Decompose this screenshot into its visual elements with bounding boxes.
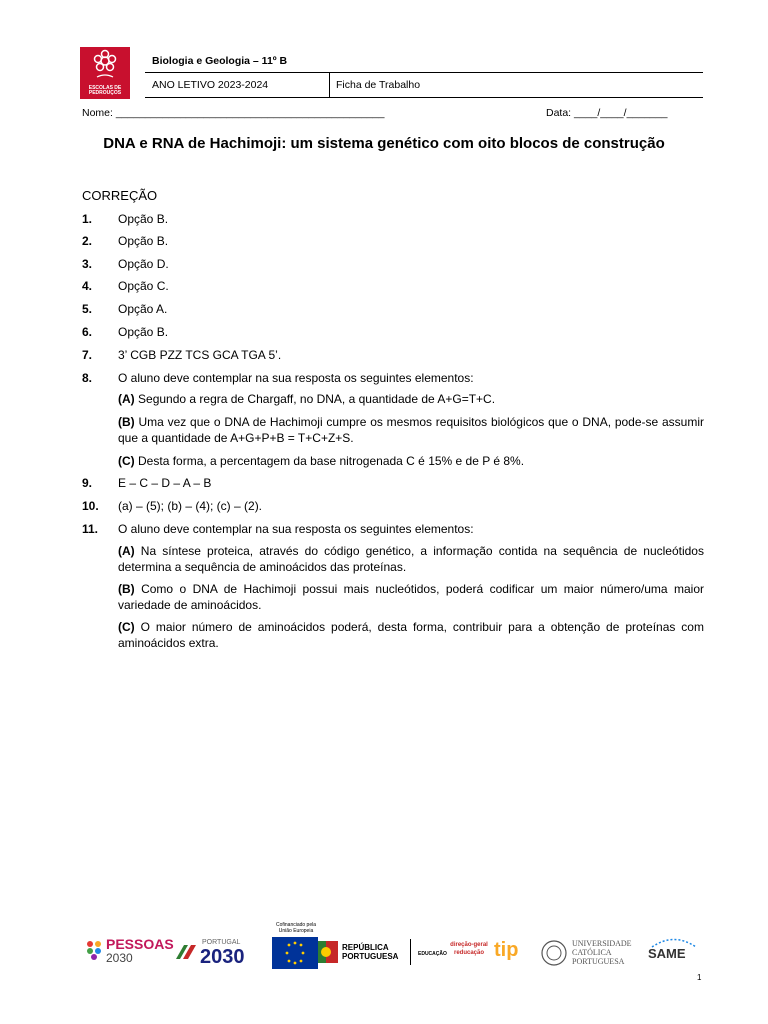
criterion-label: (C) [118,454,135,468]
answer-text: Opção C. [118,279,169,293]
republica-label: REPÚBLICA PORTUGUESA [342,943,399,961]
name-field[interactable]: Nome: ______________________________________________ [82,107,385,119]
answer-text: E – C – D – A – B [118,476,212,490]
logo-text: ESCOLAS DE PEDROUÇOS [88,85,122,96]
date-field[interactable]: Data: ____/____/_______ [546,107,668,119]
republica-emblem-icon [318,941,338,963]
criterion-item [118,619,704,651]
header-divider-top [145,72,703,73]
school-logo [80,47,130,99]
answer-text: O aluno deve contemplar na sua resposta os seguintes elementos: [118,371,474,385]
portugal-label: PORTUGAL [202,939,241,946]
criterion-label: (B) [118,415,135,429]
answer-number: 9. [82,476,93,490]
answer-text: Opção D. [118,257,169,271]
same-logo: SAME [648,946,686,961]
pessoas-label: PESSOAS [106,936,174,952]
dger-label: direção-geral reducação [450,942,488,956]
criterion-label: (C) [118,620,135,634]
pessoas-logo-icon [84,939,104,961]
criterion-label: (A) [118,392,135,406]
answer-number: 4. [82,279,93,293]
page-number: 1 [697,973,702,982]
criterion-text: Segundo a regra de Chargaff, no DNA, a quantidade de A+G=T+C. [138,392,496,406]
ucp-seal-icon [540,939,568,967]
answer-text: Opção B. [118,234,169,248]
criterion-item [118,581,704,613]
answer-number: 8. [82,371,93,385]
answer-text: O aluno deve contemplar na sua resposta os seguintes elementos: [118,522,474,536]
answer-text: (a) – (5); (b) – (4); (c) – (2). [118,499,263,513]
page-title: DNA e RNA de Hachimoji: um sistema genético com oito blocos de construção [103,135,665,152]
document-type: Ficha de Trabalho [336,79,421,91]
pessoas-year: 2030 [106,951,133,965]
footer-divider [410,939,411,965]
answer-number: 11. [82,522,99,536]
answer-text: Opção B. [118,325,169,339]
criterion-text: Uma vez que o DNA de Hachimoji cumpre os mesmos requisitos biológicos que o DNA, pode-se assumir que a quantidade de A+G+P+B = T+C+Z+S. [118,415,704,445]
criterion-text: Desta forma, a percentagem da base nitrogenada C é 15% e de P é 8%. [138,454,525,468]
educacao-label: EDUCAÇÃO [418,951,447,957]
criterion-text: Na síntese proteica, através do código genético, a informação contida na sequência de nucleótidos determina a sequência de aminoácidos das proteínas. [118,544,704,574]
criterion-label: (A) [118,544,135,558]
criterion-item [118,414,704,446]
criterion-text: Como o DNA de Hachimoji possui mais nucleótidos, poderá codificar um maior número/uma maior variedade de aminoácidos. [118,582,704,612]
footer-logos [80,922,700,970]
answer-number: 7. [82,348,93,362]
school-year: ANO LETIVO 2023-2024 [152,79,269,91]
answer-number: 1. [82,212,93,226]
answer-number: 5. [82,302,93,316]
header-divider-vertical [329,72,330,98]
cofinanciado-label: Cofinanciado pela União Europeia [275,922,317,934]
criterion-item [118,453,704,469]
ucp-label: UNIVERSIDADE CATÓLICA PORTUGUESA [572,939,632,966]
criterion-item [118,391,704,407]
answer-number: 10. [82,499,99,513]
flower-icon [80,47,130,87]
portugal-year: 2030 [200,946,245,968]
criterion-item [118,543,704,575]
answer-number: 2. [82,234,93,248]
eu-flag-icon [272,937,318,969]
subject-title: Biologia e Geologia – 11º B [152,55,288,67]
criterion-text: O maior número de aminoácidos poderá, desta forma, contribuir para a obtenção de proteínas com aminoácidos extra. [118,620,704,650]
answer-text: Opção B. [118,212,169,226]
answer-number: 6. [82,325,93,339]
answer-text: 3’ CGB PZZ TCS GCA TGA 5’. [118,348,282,362]
tip-logo: tip [494,939,519,961]
header-divider-bottom [145,97,703,98]
section-heading: CORREÇÃO [82,188,158,203]
answer-text: Opção A. [118,302,168,316]
criterion-label: (B) [118,582,135,596]
answer-number: 3. [82,257,93,271]
portugal-flag-icon [174,941,198,963]
